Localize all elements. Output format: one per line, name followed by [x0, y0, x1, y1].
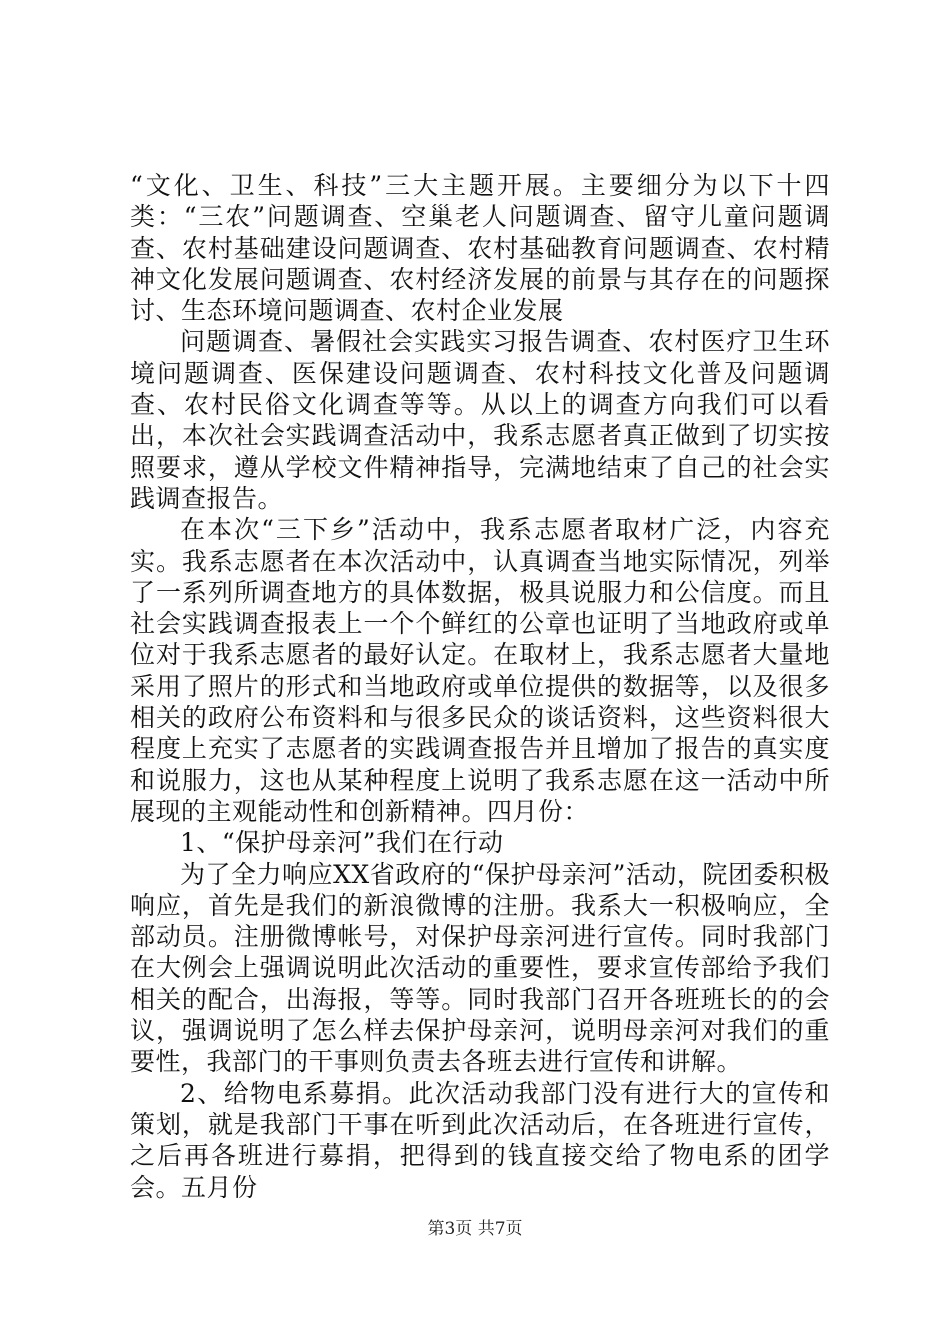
- paragraph-6: 2、给物电系募捐。此次活动我部门没有进行大的宣传和策划，就是我部门干事在听到此次活动后，在各班进行宣传，之后再各班进行募捐，把得到的钱直接交给了物电系的团学会。五月份: [130, 1078, 830, 1202]
- body-text: [130, 170, 830, 1203]
- paragraph-4-heading: 1、“保护母亲河”我们在行动: [180, 828, 504, 858]
- paragraph-5: 为了全力响应XX省政府的“保护母亲河”活动，院团委积极响应，首先是我们的新浪微博的注册。我系大一积极响应，全部动员。注册微博帐号，对保护母亲河进行宣传。同时我部门在大例会上强调说明此次活动的重要性，要求宣传部给予我们相关的配合，出海报，等等。同时我部门召开各班班长的的会议，强调说明了怎么样去保护母亲河，说明母亲河对我们的重要性，我部门的干事则负责去各班去进行宣传和讲解。: [130, 859, 830, 1077]
- page-number-footer: 第3页 共7页: [427, 1219, 523, 1239]
- paragraph-1: “文化、卫生、科技”三大主题开展。主要细分为以下十四类：“三农”问题调查、空巢老人问题调查、留守儿童问题调查、农村基础建设问题调查、农村基础教育问题调查、农村精神文化发展问题调查、农村经济发展的前景与其存在的问题探讨、生态环境问题调查、农村企业发展: [130, 171, 830, 326]
- paragraph-3: 在本次“三下乡”活动中，我系志愿者取材广泛，内容充实。我系志愿者在本次活动中，认真调查当地实际情况，列举了一系列所调查地方的具体数据，极具说服力和公信度。而且社会实践调查报表上一个个鲜红的公章也证明了当地政府或单位对于我系志愿者的最好认定。在取材上，我系志愿者大量地采用了照片的形式和当地政府或单位提供的数据等，以及很多相关的政府公布资料和与很多民众的谈话资料，这些资料很大程度上充实了志愿者的实践调查报告并且增加了报告的真实度和说服力，这也从某种程度上说明了我系志愿在这一活动中所展现的主观能动性和创新精神。四月份：: [130, 515, 830, 826]
- paragraph-2: 问题调查、暑假社会实践实习报告调查、农村医疗卫生环境问题调查、医保建设问题调查、农村科技文化普及问题调查、农村民俗文化调查等等。从以上的调查方向我们可以看出，本次社会实践调查活动中，我系志愿者真正做到了切实按照要求，遵从学校文件精神指导，完满地结束了自己的社会实践调查报告。: [130, 327, 830, 513]
